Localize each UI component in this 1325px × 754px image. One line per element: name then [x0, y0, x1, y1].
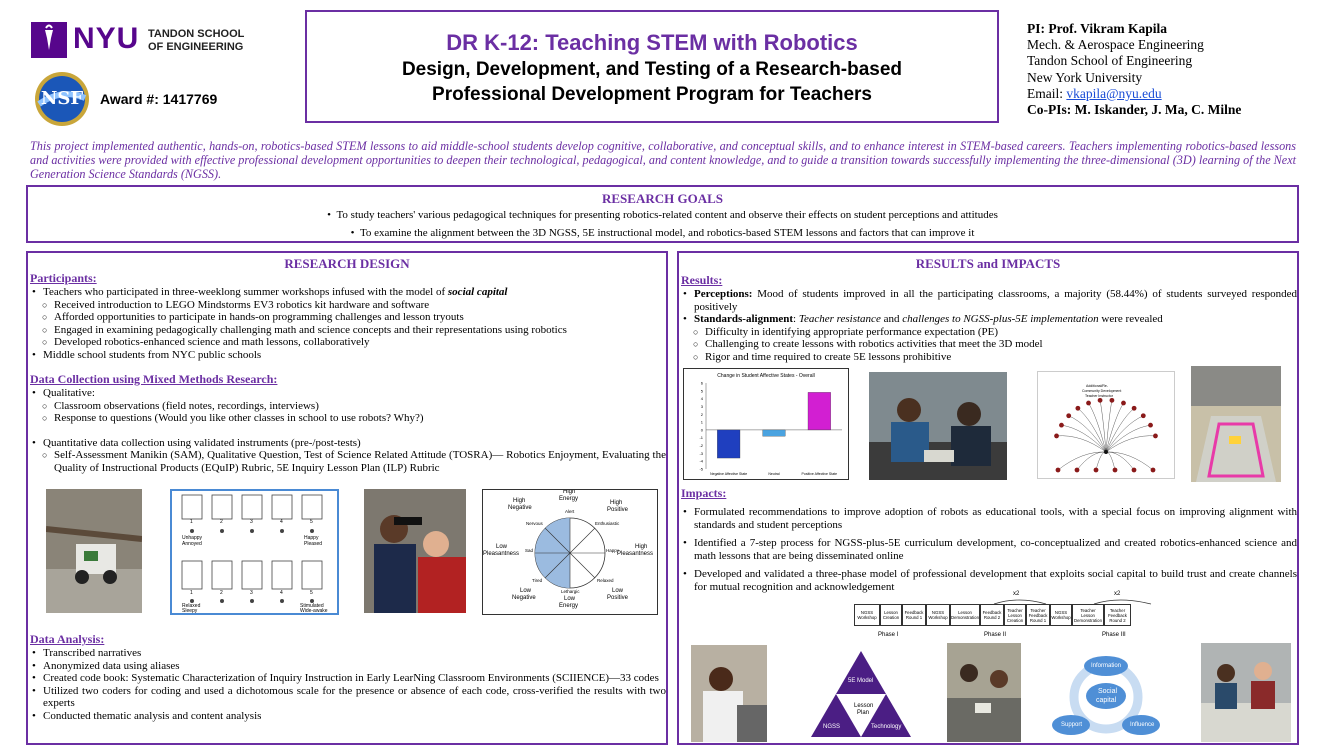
network-node: [1110, 398, 1115, 403]
sam-num: 1: [190, 590, 193, 596]
network-node: [1059, 423, 1064, 428]
phase-label-3: Phase III: [1102, 632, 1126, 638]
network-edge: [1089, 403, 1106, 452]
network-edge: [1106, 408, 1134, 452]
classroom-photo-students: [869, 372, 1007, 480]
y-tick-label: -5: [699, 466, 703, 472]
circ-label: Enthusiastic: [595, 521, 620, 526]
network-edge: [1106, 436, 1155, 452]
network-node: [1151, 468, 1156, 473]
social-top: Information: [1091, 663, 1122, 669]
qualitative-item: • Qualitative:: [30, 387, 666, 400]
network-title-3: Teacher Instructor: [1085, 394, 1114, 398]
repeat-label: x2: [1114, 591, 1121, 597]
circ-label: High: [513, 498, 526, 504]
bar-chart-svg: [684, 369, 848, 479]
nsf-logo-text: NSF: [40, 88, 84, 109]
sam-num: 2: [220, 519, 223, 525]
sam-scale-figure: [170, 489, 339, 615]
list-item: • Anonymized data using aliases: [30, 660, 666, 673]
phase-cell: Feedback Round 2: [980, 604, 1004, 626]
network-node: [1153, 434, 1158, 439]
participants-section: [30, 271, 664, 362]
y-tick-label: 6: [700, 380, 703, 386]
data-collection-title: Data Collection using Mixed Methods Research:: [30, 372, 278, 386]
y-tick-label: 1: [700, 419, 703, 425]
network-edge: [1106, 452, 1115, 470]
network-title-1: Additional/Re-: [1086, 384, 1108, 388]
list-item: ○ Classroom observations (field notes, recordings, interviews): [30, 400, 666, 413]
network-node: [1132, 468, 1137, 473]
network-node: [1054, 434, 1059, 439]
circ-label: Low: [520, 588, 532, 594]
circ-label: High: [635, 544, 648, 550]
phase-cell: Lesson Creation: [880, 604, 902, 626]
bar: [717, 430, 740, 458]
list-item: • Developed and validated a three-phase model of professional development that exploits social capital to build trust and create channels for mutual recognition and acknowledgement: [681, 568, 1297, 593]
award-number: Award #: 1417769: [100, 91, 218, 107]
circ-label: Sad: [525, 548, 534, 553]
circ-label: Low: [612, 588, 624, 594]
x-tick-label: Positive Affective State: [801, 472, 838, 476]
sam-label: Wide-awake: [300, 608, 328, 614]
network-node: [1148, 423, 1153, 428]
phase-cell: NGSS Workshop: [854, 604, 880, 626]
circ-label: Pleasantness: [617, 551, 654, 557]
list-item: ○ Received introduction to LEGO Mindstorms EV3 robotics kit hardware and software: [30, 299, 664, 312]
results-section: [681, 273, 1297, 364]
title-box: [305, 10, 999, 123]
list-item: ○ Self-Assessment Manikin (SAM), Qualitative Question, Test of Science Related Attitude (TOSRA)— Robotics Enjoyment, Evaluating the Quality of Instructional Products (EQuIP) Rubric, 5E Inquiry Lesson Plan (ILP) Rubric: [30, 449, 666, 474]
circ-label: Positive: [607, 595, 629, 601]
list-item: • Identified a 7-step process for NGSS-plus-5E curriculum development, co-conceptualized and created robotics-enhanced science and math lessons that are being disseminated online: [681, 537, 1297, 562]
list-item: ○ Afforded opportunities to participate in hands-on programming challenges and lesson tryouts: [30, 311, 664, 324]
email-label: Email:: [1027, 85, 1067, 101]
abstract: This project implemented authentic, hands-on, robotics-based STEM lessons to aid middle-school students develop cognitive, collaborative, and conceptual skills, and to enhance interest in STEM-based careers. Teachers implementing robotics-based lessons and activities were provided with effective professional development opportunities to deepen their technological, pedagogical, and content knowledge, and to guide a transition towards successfully implementing the three-dimensional (3D) learning of the Next Generation Science Standards (NGSS).: [30, 139, 1296, 182]
results-subtitle: Results:: [681, 273, 723, 287]
circ-label: Nervous: [526, 521, 543, 526]
social-left: Support: [1061, 722, 1083, 728]
bar: [763, 430, 786, 436]
workshop-photo-1: [691, 645, 767, 742]
list-item: ○ Difficulty in identifying appropriate performance expectation (PE): [681, 326, 1297, 339]
network-edge: [1106, 452, 1134, 470]
network-edge: [1106, 400, 1112, 452]
circ-label: Negative: [512, 595, 536, 601]
pd-network-figure: [1037, 371, 1175, 479]
goal-item-1: • To study teachers' various pedagogical techniques for presenting robotics-related content and observe their effects on student perceptions and attitudes: [327, 209, 998, 221]
pi-email-line: [1027, 86, 1317, 102]
nyu-logo: [31, 22, 259, 62]
sam-label: Unhappy: [182, 535, 203, 541]
y-tick-label: 5: [700, 388, 703, 394]
phase-cell: Teacher Feedback Round 2: [1104, 604, 1131, 626]
circ-label: Positive: [607, 507, 629, 513]
list-item: ○ Response to questions (Would you like other classes in school to use robots? Why?): [30, 412, 666, 425]
triangle-top: 5E Model: [848, 678, 874, 684]
participant-teachers: • Teachers who participated in three-weeklong summer workshops infused with the model of social capital: [30, 286, 664, 299]
phase-cell: Lesson Demonstration: [950, 604, 980, 626]
list-item: • Conducted thematic analysis and content analysis: [30, 710, 666, 723]
sam-num: 4: [280, 519, 283, 525]
list-item: • Utilized two coders for coding and used a dichotomous scale for the presence or absence of each code, cross-verified the results with two experts: [30, 685, 666, 710]
sam-label: Happy: [304, 535, 319, 541]
circ-label: Alert: [565, 509, 575, 514]
list-item: • Transcribed narratives: [30, 647, 666, 660]
network-node: [1075, 406, 1080, 411]
tandon-line2: OF ENGINEERING: [148, 41, 244, 53]
triangle-center-1: Lesson: [854, 703, 874, 709]
circ-label: Happy: [606, 548, 620, 553]
chart-title: Change in Student Affective States - Overall: [717, 373, 815, 379]
phase-cells: [854, 604, 1153, 626]
circ-label: Pleasantness: [483, 551, 520, 557]
network-hub: [1104, 450, 1108, 454]
network-edge: [1078, 408, 1106, 452]
phase-cell: Teacher Lesson Demonstration: [1072, 604, 1104, 626]
list-item: ○ Developed robotics-enhanced science and math lessons, collaboratively: [30, 336, 664, 349]
impacts-section: [681, 486, 1297, 594]
network-node: [1132, 406, 1137, 411]
network-node: [1098, 398, 1103, 403]
y-tick-label: -1: [699, 435, 703, 441]
sam-num: 5: [310, 590, 313, 596]
nyu-torch-icon: [31, 22, 67, 58]
results-box: [677, 251, 1299, 745]
workshop-photo-3: [1201, 643, 1291, 742]
phase-cell: NGSS Workshop: [1050, 604, 1072, 626]
co-pis: Co-PIs: M. Iskander, J. Ma, C. Milne: [1027, 102, 1242, 118]
social-center-2: capital: [1096, 697, 1117, 704]
list-item: • Formulated recommendations to improve adoption of robots as educational tools, with a special focus on improving alignment with standards and student perceptions: [681, 506, 1297, 531]
social-center-1: Social: [1098, 688, 1118, 695]
phase-label-2: Phase II: [984, 632, 1007, 638]
y-tick-label: -3: [699, 450, 703, 456]
circ-label: Relaxed: [597, 578, 614, 583]
sam-label: Relaxed: [182, 603, 201, 609]
nsf-logo: [33, 70, 91, 128]
sam-num: 1: [190, 519, 193, 525]
y-tick-label: -4: [699, 458, 703, 464]
circ-label: Tired: [532, 578, 543, 583]
circ-label: Low: [496, 544, 508, 550]
pi-dept: Mech. & Aerospace Engineering: [1027, 37, 1204, 53]
circ-label: Energy: [559, 603, 579, 609]
pi-univ: New York University: [1027, 69, 1143, 85]
perceptions-item: • Perceptions: Mood of students improved in all the participating classrooms, a majority (58.44%) of students surveyed responded positively: [681, 288, 1297, 313]
bar: [808, 392, 831, 430]
poster-title: DR K-12: Teaching STEM with Robotics: [446, 30, 858, 55]
network-node: [1066, 413, 1071, 418]
network-node: [1113, 468, 1118, 473]
nyu-wordmark: NYU: [73, 22, 140, 55]
network-node: [1094, 468, 1099, 473]
network-edge: [1096, 452, 1106, 470]
network-node: [1075, 468, 1080, 473]
phase-diagram: [854, 590, 1154, 644]
network-edge: [1106, 403, 1123, 452]
phase-cell: Teacher Lesson Creation: [1004, 604, 1026, 626]
phase-label-1: Phase I: [878, 632, 899, 638]
list-item: ○ Rigor and time required to create 5E lessons prohibitive: [681, 351, 1297, 364]
circ-label: Low: [564, 596, 576, 602]
sam-label: Stimulated: [300, 603, 324, 609]
circ-label: High: [563, 489, 576, 495]
participant-students: • Middle school students from NYC public schools: [30, 349, 664, 362]
network-node: [1086, 401, 1091, 406]
circ-label: Negative: [508, 505, 532, 511]
y-tick-label: -2: [699, 443, 703, 449]
participants-title: Participants:: [30, 271, 97, 285]
x-tick-label: Negative Affective State: [710, 472, 748, 476]
research-design-title: RESEARCH DESIGN: [284, 256, 410, 271]
list-item: ○ Engaged in examining pedagogically challenging math and science concepts and their representations using robotics: [30, 324, 664, 337]
list-item: • Created code book: Systematic Characterization of Inquiry Instruction in Early LearNing Classroom Environments (SCIIENCE)—33 codes: [30, 672, 666, 685]
research-design-box: [26, 251, 668, 745]
sam-label: Sleepy: [182, 608, 198, 614]
triangle-center-2: Plan: [857, 710, 870, 716]
sam-num: 2: [220, 590, 223, 596]
pi-name: PI: Prof. Vikram Kapila: [1027, 21, 1167, 36]
sam-num: 3: [250, 519, 253, 525]
poster-subtitle-2: Professional Development Program for Teachers: [432, 84, 872, 105]
phase-cell: Teacher Feedback Round 1: [1026, 604, 1050, 626]
sam-num: 3: [250, 590, 253, 596]
data-analysis-title: Data Analysis:: [30, 632, 105, 646]
5e-triangle-figure: [809, 649, 913, 739]
network-node: [1121, 401, 1126, 406]
pi-school: Tandon School of Engineering: [1027, 53, 1193, 69]
network-node: [1056, 468, 1061, 473]
network-edge: [1057, 436, 1106, 452]
sam-label: Annoyed: [182, 541, 202, 547]
sam-label: Pleased: [304, 541, 323, 547]
impacts-title: Impacts:: [681, 486, 727, 500]
quantitative-item: • Quantitative data collection using validated instruments (pre-/post-tests): [30, 437, 666, 450]
data-collection-section: [30, 372, 666, 475]
robot-photo: [46, 489, 142, 613]
goal-item-2: • To examine the alignment between the 3D NGSS, 5E instructional model, and robotics-based STEM lessons and factors that can improve it: [350, 227, 975, 239]
research-goals-title: RESEARCH GOALS: [602, 191, 723, 206]
standards-item: • Standards-alignment: Teacher resistance and challenges to NGSS-plus-5E implementation were revealed: [681, 313, 1297, 326]
tandon-line1: TANDON SCHOOL: [148, 28, 245, 40]
network-node: [1141, 413, 1146, 418]
triangle-right: Technology: [871, 724, 902, 730]
pi-block: [1027, 21, 1317, 118]
social-right: Influence: [1130, 722, 1155, 728]
poster-subtitle-1: Design, Development, and Testing of a Research-based: [401, 59, 903, 80]
x-tick-label: Neutral: [768, 472, 780, 476]
phase-cell: NGSS Workshop: [926, 604, 950, 626]
list-item: ○ Challenging to create lessons with robotics activities that meet the 3D model: [681, 338, 1297, 351]
repeat-label: x2: [1013, 591, 1020, 597]
classroom-photo-floor: [1191, 366, 1281, 482]
affective-states-chart: [683, 368, 849, 480]
workshop-photo-2: [947, 643, 1021, 742]
data-analysis-section: [30, 632, 666, 723]
circ-label: Energy: [559, 496, 579, 502]
sam-num: 5: [310, 519, 313, 525]
y-tick-label: 2: [700, 411, 703, 417]
social-capital-figure: [1049, 651, 1164, 743]
network-title-2: Community Development: [1082, 389, 1122, 393]
classroom-photo-teacher: [364, 489, 466, 613]
circ-label: Lethargic: [561, 589, 580, 594]
affect-circumplex-figure: [482, 489, 658, 615]
triangle-left: NGSS: [823, 724, 841, 730]
phase-cell: Feedback Round 1: [902, 604, 926, 626]
network-edge: [1100, 400, 1106, 452]
circ-label: High: [610, 500, 623, 506]
research-goals-box: [26, 185, 1299, 243]
sam-num: 4: [280, 590, 283, 596]
y-tick-label: 4: [700, 396, 703, 402]
results-title: RESULTS and IMPACTS: [915, 256, 1061, 271]
y-tick-label: 0: [700, 427, 703, 433]
y-tick-label: 3: [700, 403, 703, 409]
network-edge: [1106, 452, 1153, 470]
email-link[interactable]: vkapila@nyu.edu: [1066, 85, 1162, 101]
